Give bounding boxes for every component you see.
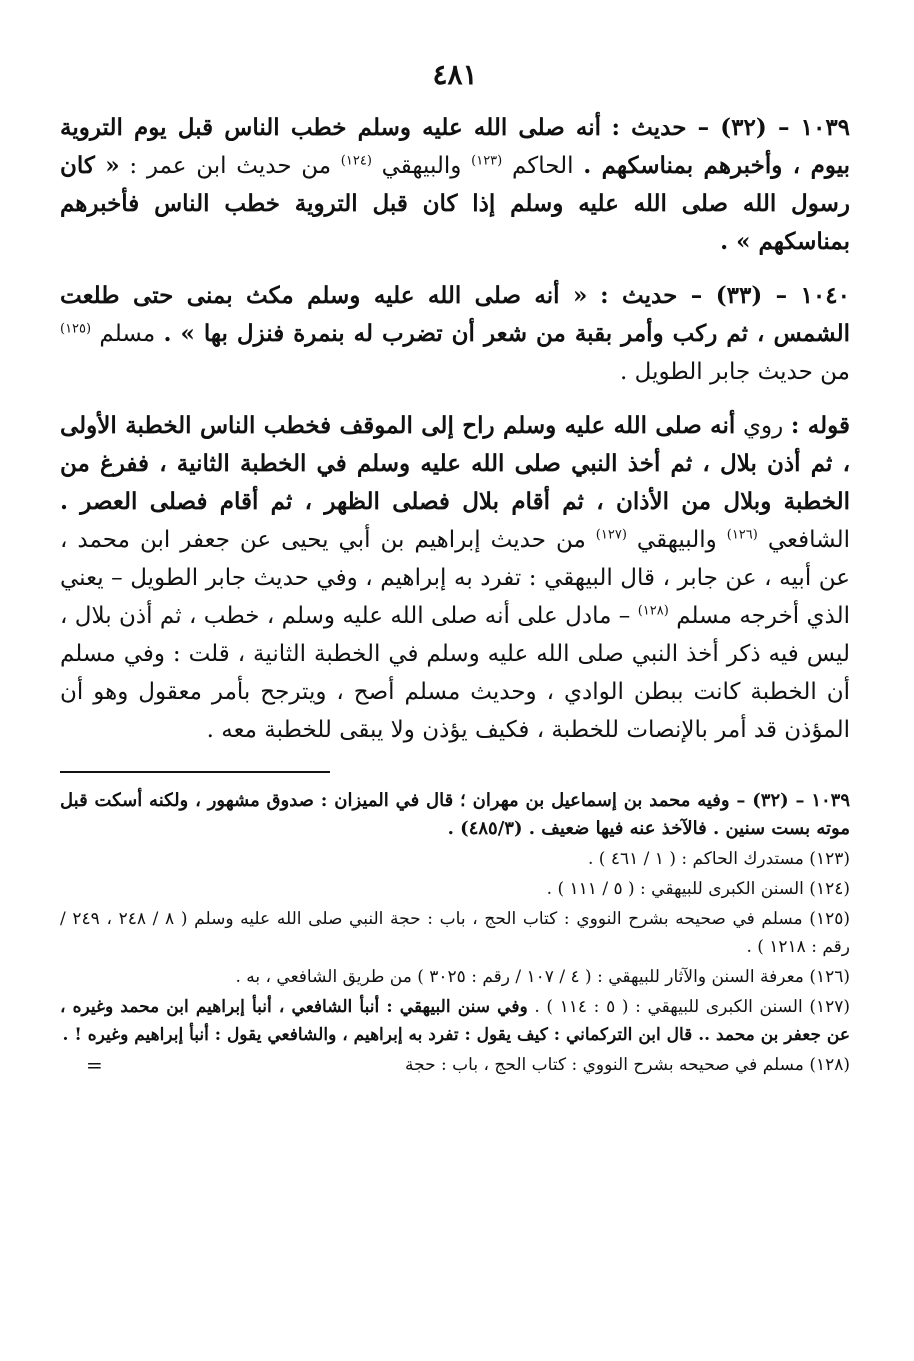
source-text: من حديث إبراهيم بن أبي يحيى عن جعفر ابن محمد ، عن أبيه ، عن جابر ، قال البيهقي : تفرد به إبراهيم ، وفي حديث جابر الطويل – يعني الذي أخرجه مسلم xyxy=(60,527,851,629)
source-text: الشافعي xyxy=(767,527,851,553)
footnote-divider xyxy=(60,771,330,773)
footnote-128-text: (١٢٨) مسلم في صحيحه بشرح النووي : كتاب الحج ، باب : حجة xyxy=(405,1055,850,1075)
footnote-ref[interactable]: (١٢٧) xyxy=(595,527,627,543)
hadith-text: « أنه صلى الله عليه وسلم مكث بمنى حتى طلعت الشمس ، ثم ركب وأمر بقبة من شعر أن تضرب له بنمرة فنزل بها » . xyxy=(60,282,850,347)
footnote-127-comment: وفي سنن البيهقي : أنبأ الشافعي ، أنبأ إبراهيم ابن محمد وغيره ، عن جعفر بن محمد .. قال ابن التركماني : كيف يقول : تفرد به إبراهيم ، والشافعي يقول : أنبأ إبراهيم وغيره ! . xyxy=(60,997,850,1045)
source-text: من حديث ابن عمر : xyxy=(129,153,332,179)
commentary-paragraph xyxy=(60,407,850,749)
hadith-text: أنه صلى الله عليه وسلم راح إلى الموقف فخطب الناس الخطبة الأولى ، ثم أذن بلال ، ثم أخذ النبي صلى الله عليه وسلم في الخطبة الثانية ، ففرغ من الخطبة وبلال من الأذان ، ثم أقام بلال فصلى الظهر ، ثم أقام فصلى العصر . xyxy=(60,412,850,515)
footnote-ref[interactable]: (١٢٥) xyxy=(60,321,92,337)
page-number: ٤٨١ xyxy=(432,58,478,91)
footnote-124: (١٢٤) السنن الكبرى للبيهقي : ( ٥ / ١١١ ) . xyxy=(546,879,850,899)
footnote-127-source: (١٢٧) السنن الكبرى للبيهقي : ( ٥ : ١١٤ ) . xyxy=(534,997,850,1017)
source-text: والبيهقي xyxy=(636,527,717,553)
footnote-126: (١٢٦) معرفة السنن والآثار للبيهقي : ( ٤ / ١٠٧ / رقم : ٣٠٢٥ ) من طريق الشافعي ، به . xyxy=(235,967,850,987)
hadith-text: أنه صلى الله عليه وسلم خطب الناس قبل يوم التروية بيوم ، وأخبرهم بمناسكهم . xyxy=(60,114,851,179)
source-text: والبيهقي xyxy=(381,153,462,179)
document-page xyxy=(60,40,850,1340)
footnote-ref[interactable]: (١٢٨) xyxy=(637,603,669,619)
footnote-ref[interactable]: (١٢٦) xyxy=(726,527,758,543)
source-text: من حديث جابر الطويل . xyxy=(620,359,850,385)
hadith-quote: « كان رسول الله صلى الله عليه وسلم إذا كان قبل التروية خطب الناس فأخبرهم بمناسكهم » . xyxy=(60,152,850,255)
footnote-1039: ١٠٣٩ – (٣٢) – وفيه محمد بن إسماعيل بن مهران ؛ قال في الميزان : صدوق مشهور ، ولكنه أسكت قبل موته بست سنين . فالآخذ عنه فيها ضعيف . (٤٨٥/٣) . xyxy=(60,790,850,839)
footnote-127 xyxy=(60,993,850,1049)
hadith-paragraph-1040 xyxy=(60,277,850,391)
hadith-paragraph-1039 xyxy=(60,109,850,261)
source-text: مسلم xyxy=(99,321,156,347)
source-text: روي xyxy=(742,413,784,439)
source-text: الحاكم xyxy=(511,153,574,179)
footnote-123: (١٢٣) مستدرك الحاكم : ( ١ / ٤٦١ ) . xyxy=(587,849,850,869)
footnote-125: (١٢٥) مسلم في صحيحه بشرح النووي : كتاب الحج ، باب : حجة النبي صلى الله عليه وسلم ( ٨ / ٢٤٨ ، ٢٤٩ / رقم : ١٢١٨ ) . xyxy=(60,909,850,957)
hadith-number: ١٠٤٠ – (٣٣) – حديث : xyxy=(600,282,850,309)
footnote-ref[interactable]: (١٢٤) xyxy=(340,153,372,169)
footnote-ref[interactable]: (١٢٣) xyxy=(471,153,503,169)
hadith-number: ١٠٣٩ – (٣٢) – حديث : xyxy=(611,114,851,141)
source-text: – مادل على أنه صلى الله عليه وسلم ، خطب ، ثم أذن بلال ، ليس فيه ذكر أخذ النبي صلى الله عليه وسلم في الخطبة الثانية ، قلت : وفي مسلم أن الخطبة كانت ببطن الوادي ، وحديث مسلم أصح ، ويترجح بأمر معقول وهو أن المؤذن قد أمر بالإنصات للخطبة ، فكيف يؤذن ولا يبقى للخطبة معه . xyxy=(60,603,850,743)
commentary-lead: قوله : xyxy=(790,412,850,439)
continuation-mark: = xyxy=(86,1053,103,1077)
footnotes-section xyxy=(60,787,850,1079)
footnote-128 xyxy=(60,1051,850,1079)
